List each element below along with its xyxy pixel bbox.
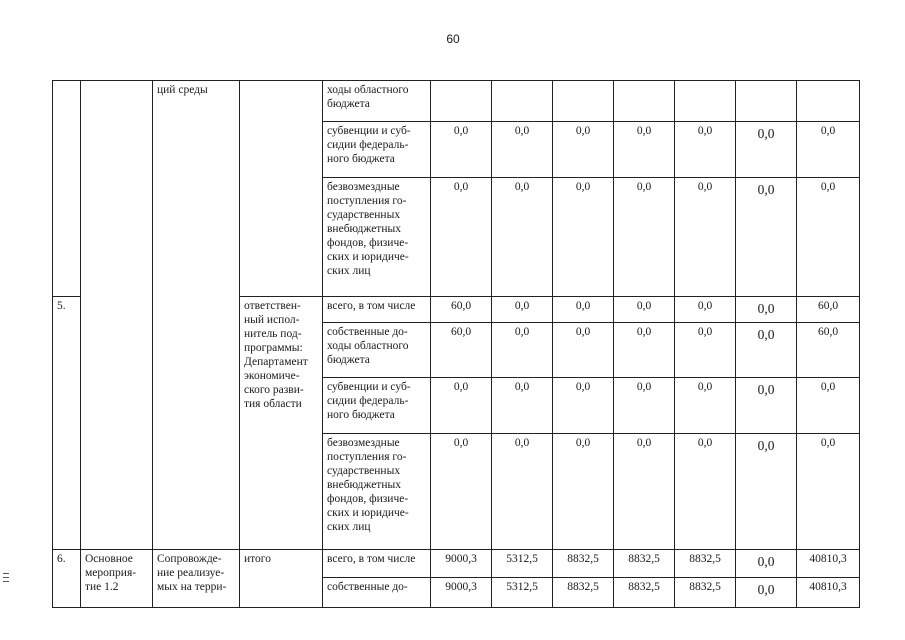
funding-source-cell: безвозмездные поступления го-сударственных внебюджетных фондов, физиче-ских и юридиче-ских лиц bbox=[323, 434, 431, 550]
executor-cell bbox=[240, 81, 323, 297]
value-cell: 8832,5 bbox=[553, 550, 614, 578]
value-cell: 0,0 bbox=[553, 178, 614, 297]
funding-source-cell: всего, в том числе bbox=[323, 297, 431, 323]
value-cell: 60,0 bbox=[431, 297, 492, 323]
funding-source-cell: собственные до-ходы областного бюджета bbox=[323, 323, 431, 378]
value-cell bbox=[492, 81, 553, 122]
value-cell bbox=[614, 81, 675, 122]
value-cell: 40810,3 bbox=[797, 578, 860, 608]
value-cell: 5312,5 bbox=[492, 550, 553, 578]
value-cell: 0,0 bbox=[431, 178, 492, 297]
value-cell: 0,0 bbox=[736, 297, 797, 323]
table-row bbox=[53, 81, 860, 122]
value-cell: 0,0 bbox=[675, 378, 736, 434]
value-cell: 8832,5 bbox=[614, 550, 675, 578]
value-cell: 0,0 bbox=[675, 323, 736, 378]
value-cell bbox=[736, 81, 797, 122]
value-cell: 8832,5 bbox=[675, 578, 736, 608]
value-cell: 0,0 bbox=[614, 122, 675, 178]
executor-cell: ответствен-ный испол-нитель под-программы: Департамент экономиче-ского разви-тия области bbox=[240, 297, 323, 550]
value-cell: 0,0 bbox=[492, 323, 553, 378]
value-cell: 40810,3 bbox=[797, 550, 860, 578]
value-cell: 0,0 bbox=[736, 578, 797, 608]
row-number-cell: 6. bbox=[53, 550, 81, 608]
value-cell: 0,0 bbox=[553, 297, 614, 323]
value-cell: 0,0 bbox=[553, 323, 614, 378]
value-cell: 0,0 bbox=[797, 178, 860, 297]
funding-source-cell: безвозмездные поступления го-сударственных внебюджетных фондов, физиче-ских и юридиче-ских лиц bbox=[323, 178, 431, 297]
value-cell: 0,0 bbox=[797, 378, 860, 434]
value-cell: 0,0 bbox=[431, 122, 492, 178]
page-number: 60 bbox=[446, 32, 460, 46]
value-cell: 0,0 bbox=[614, 178, 675, 297]
activity-name-cell: Основное мероприя-тие 1.2 bbox=[81, 550, 153, 608]
table-row bbox=[53, 550, 860, 578]
value-cell: 0,0 bbox=[675, 434, 736, 550]
value-cell: 0,0 bbox=[675, 122, 736, 178]
row-number-cell bbox=[53, 81, 81, 297]
value-cell: 0,0 bbox=[492, 434, 553, 550]
value-cell: 60,0 bbox=[431, 323, 492, 378]
value-cell: 9000,3 bbox=[431, 578, 492, 608]
value-cell bbox=[431, 81, 492, 122]
scan-mark bbox=[3, 581, 9, 582]
value-cell: 9000,3 bbox=[431, 550, 492, 578]
value-cell: 0,0 bbox=[675, 297, 736, 323]
value-cell: 60,0 bbox=[797, 323, 860, 378]
value-cell bbox=[675, 81, 736, 122]
value-cell: 0,0 bbox=[736, 178, 797, 297]
scan-mark bbox=[3, 577, 9, 578]
funding-source-cell: всего, в том числе bbox=[323, 550, 431, 578]
value-cell: 0,0 bbox=[431, 434, 492, 550]
value-cell: 0,0 bbox=[614, 323, 675, 378]
funding-source-cell: собственные до- bbox=[323, 578, 431, 608]
activity-description-cell: ций среды bbox=[153, 81, 240, 550]
value-cell: 8832,5 bbox=[675, 550, 736, 578]
value-cell: 0,0 bbox=[553, 122, 614, 178]
value-cell: 0,0 bbox=[614, 297, 675, 323]
value-cell: 8832,5 bbox=[553, 578, 614, 608]
value-cell bbox=[553, 81, 614, 122]
value-cell: 0,0 bbox=[492, 378, 553, 434]
funding-source-cell: субвенции и суб-сидии федераль-ного бюджета bbox=[323, 378, 431, 434]
activity-description-cell: Сопровожде-ние реализуе-мых на терри- bbox=[153, 550, 240, 608]
value-cell: 0,0 bbox=[614, 378, 675, 434]
value-cell: 0,0 bbox=[492, 297, 553, 323]
value-cell: 5312,5 bbox=[492, 578, 553, 608]
value-cell bbox=[797, 81, 860, 122]
value-cell: 0,0 bbox=[797, 434, 860, 550]
executor-cell: итого bbox=[240, 550, 323, 608]
value-cell: 0,0 bbox=[675, 178, 736, 297]
value-cell: 0,0 bbox=[736, 378, 797, 434]
budget-table bbox=[52, 80, 860, 608]
value-cell: 0,0 bbox=[736, 122, 797, 178]
value-cell: 0,0 bbox=[736, 323, 797, 378]
value-cell: 0,0 bbox=[553, 434, 614, 550]
value-cell: 0,0 bbox=[492, 122, 553, 178]
value-cell: 0,0 bbox=[736, 550, 797, 578]
funding-source-cell: субвенции и суб-сидии федераль-ного бюджета bbox=[323, 122, 431, 178]
value-cell: 8832,5 bbox=[614, 578, 675, 608]
value-cell: 0,0 bbox=[797, 122, 860, 178]
value-cell: 60,0 bbox=[797, 297, 860, 323]
value-cell: 0,0 bbox=[736, 434, 797, 550]
value-cell: 0,0 bbox=[614, 434, 675, 550]
value-cell: 0,0 bbox=[492, 178, 553, 297]
scan-mark bbox=[3, 573, 9, 574]
value-cell: 0,0 bbox=[553, 378, 614, 434]
funding-source-cell: ходы областного бюджета bbox=[323, 81, 431, 122]
row-number-cell: 5. bbox=[53, 297, 81, 550]
value-cell: 0,0 bbox=[431, 378, 492, 434]
activity-name-cell bbox=[81, 81, 153, 550]
